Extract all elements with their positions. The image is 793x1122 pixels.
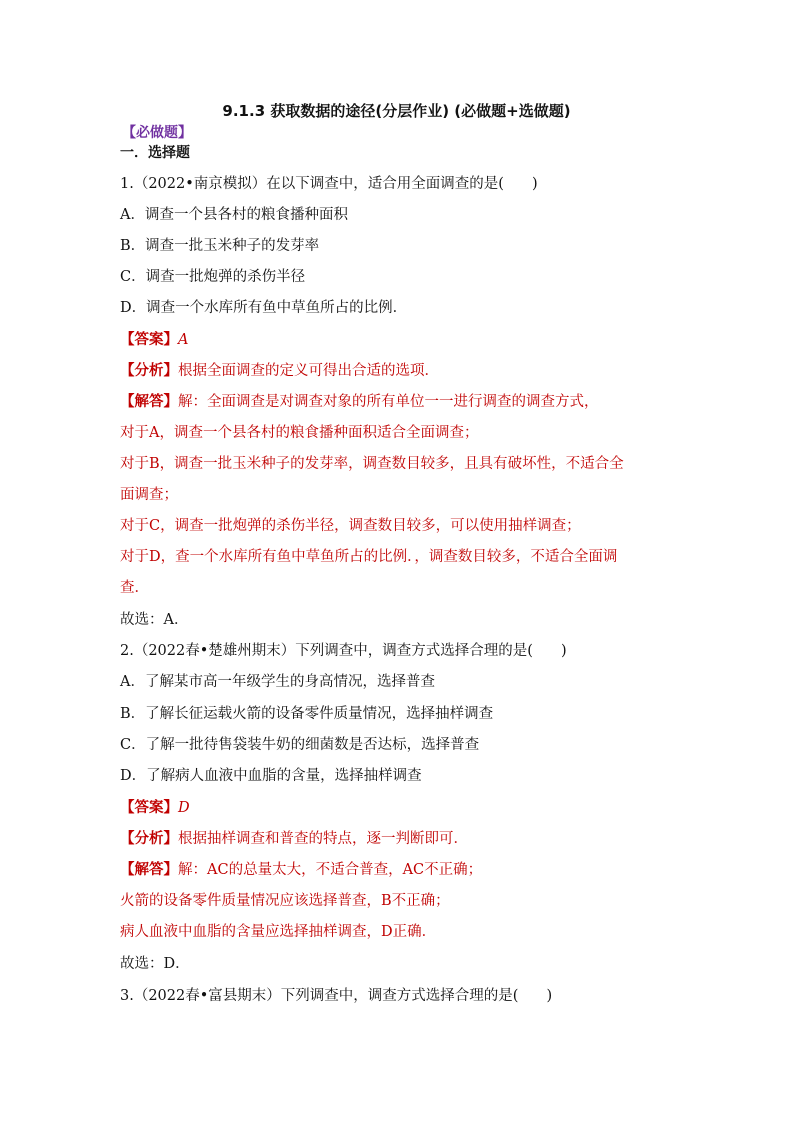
q3-stem: 3.（2022春•富县期末）下列调查中，调查方式选择合理的是( ) bbox=[120, 988, 553, 1004]
q2-stem: 2.（2022春•楚雄州期末）下列调查中，调查方式选择合理的是( ) bbox=[120, 643, 567, 659]
q2-solution: 【解答】解：AC的总量太大，不适合普查，AC不正确； bbox=[120, 861, 483, 878]
q2-choice: 故选：D． bbox=[120, 956, 190, 972]
q1-solution-line: 对于C，调查一批炮弹的杀伤半径，调查数目较多，可以使用抽样调查； bbox=[120, 518, 581, 534]
q1-solution-line: 对于A，调查一个县各村的粮食播种面积适合全面调查； bbox=[120, 425, 479, 441]
section-heading: 一．选择题 bbox=[120, 145, 190, 161]
q2-answer: 【答案】D bbox=[120, 799, 190, 816]
q1-answer: 【答案】A bbox=[120, 331, 189, 348]
q1-analysis: 【分析】根据全面调查的定义可得出合适的选项． bbox=[120, 362, 439, 379]
q1-solution-line: 对于B，调查一批玉米种子的发芽率，调查数目较多，且具有破坏性，不适合全 bbox=[120, 456, 624, 472]
q1-option-a: A．调查一个县各村的粮食播种面积 bbox=[120, 207, 348, 223]
q1-solution-line: 面调查； bbox=[120, 487, 178, 503]
q2-option-b: B．了解长征运载火箭的设备零件质量情况，选择抽样调查 bbox=[120, 706, 494, 722]
q2-solution-line: 病人血液中血脂的含量应选择抽样调查，D正确． bbox=[120, 924, 437, 940]
q1-option-d: D．调查一个水库所有鱼中草鱼所占的比例． bbox=[120, 300, 408, 316]
q1-option-c: C．调查一批炮弹的杀伤半径 bbox=[120, 269, 306, 285]
required-tag: 【必做题】 bbox=[122, 125, 192, 141]
q2-solution-line: 火箭的设备零件质量情况应该选择普查，B不正确； bbox=[120, 893, 450, 909]
q1-solution: 【解答】解：全面调查是对调查对象的所有单位一一进行调查的调查方式， bbox=[120, 393, 599, 410]
q2-analysis: 【分析】根据抽样调查和普查的特点，逐一判断即可． bbox=[120, 830, 468, 847]
q1-choice: 故选：A． bbox=[120, 612, 189, 628]
q2-option-c: C．了解一批待售袋装牛奶的细菌数是否达标，选择普查 bbox=[120, 737, 480, 753]
q1-solution-line: 对于D，查一个水库所有鱼中草鱼所占的比例．，调查数目较多，不适合全面调 bbox=[120, 549, 618, 565]
q1-solution-line: 查． bbox=[120, 580, 149, 596]
page-title: 9.1.3 获取数据的途径(分层作业) (必做题+选做题) bbox=[222, 102, 571, 120]
q2-option-a: A．了解某市高一年级学生的身高情况，选择普查 bbox=[120, 674, 435, 690]
q2-option-d: D．了解病人血液中血脂的含量，选择抽样调查 bbox=[120, 768, 422, 784]
q1-stem: 1.（2022•南京模拟）在以下调查中，适合用全面调查的是( ) bbox=[120, 176, 538, 192]
q1-option-b: B．调查一批玉米种子的发芽率 bbox=[120, 238, 320, 254]
